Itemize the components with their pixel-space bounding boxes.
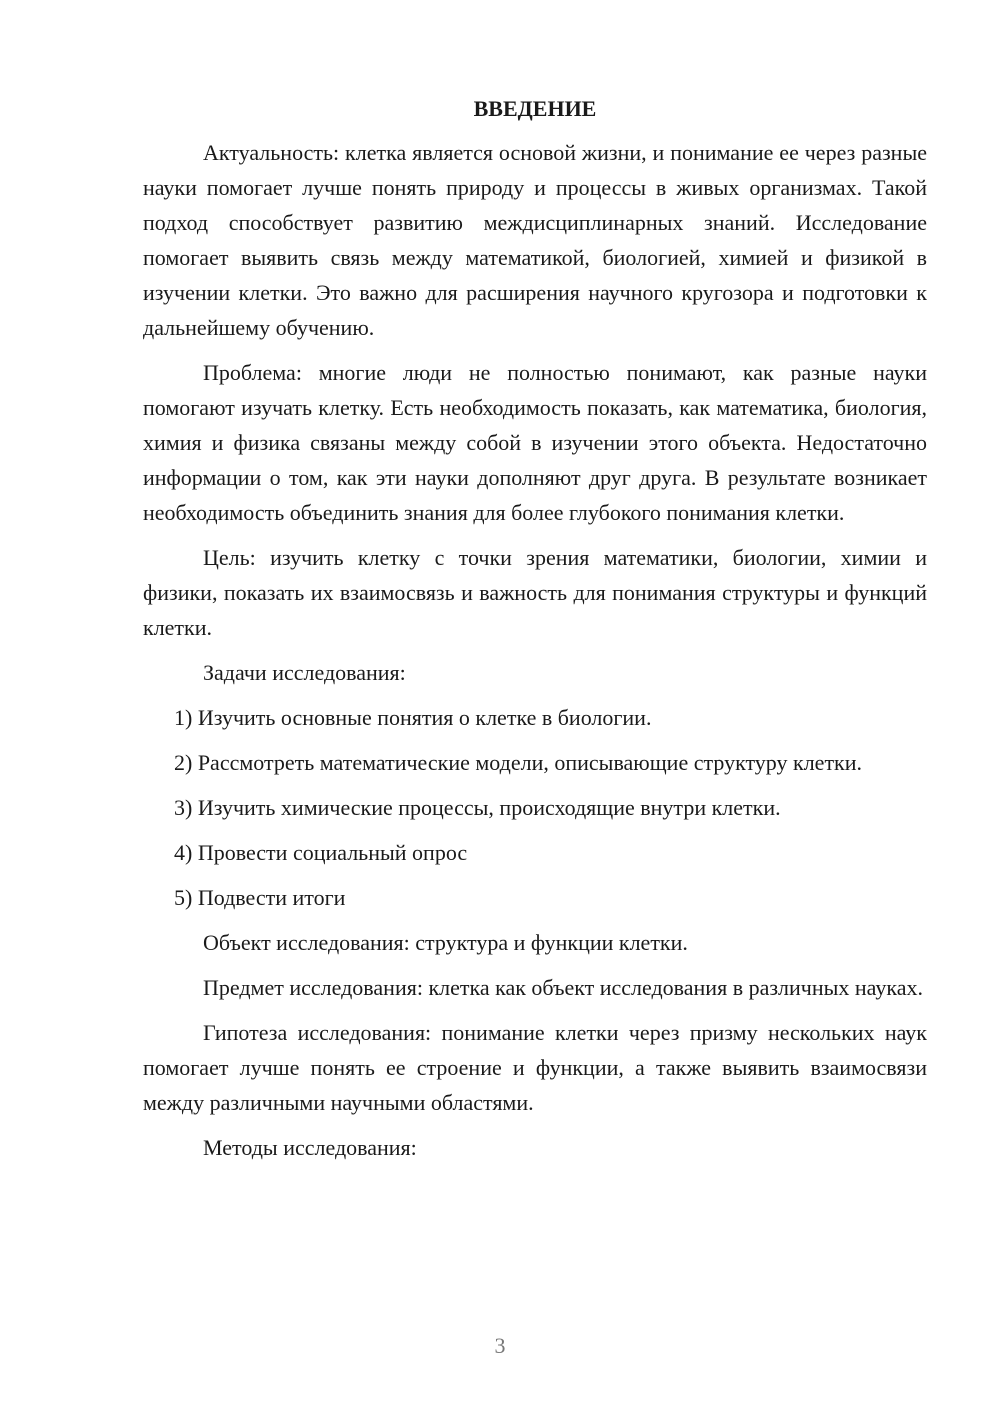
object-paragraph: Объект исследования: структура и функции клетки. bbox=[203, 930, 688, 955]
problem-paragraph: Проблема: многие люди не полностью понимают, как разные науки помогают изучать клетку. Есть необходимость показать, как математика, биология, химия и физика связаны между собой в изучении этого объекта. Недостаточно информации о том, как эти науки дополняют друг друга. В результате возникает необходимость объединить знания для более глубокого понимания клетки. bbox=[143, 360, 927, 525]
task-item: 4) Провести социальный опрос bbox=[174, 840, 468, 865]
task-item: 2) Рассмотреть математические модели, описывающие структуру клетки. bbox=[174, 750, 863, 775]
task-item: 5) Подвести итоги bbox=[174, 885, 346, 910]
subject-paragraph: Предмет исследования: клетка как объект исследования в различных науках. bbox=[203, 975, 923, 1000]
tasks-title: Задачи исследования: bbox=[203, 660, 406, 685]
document-page bbox=[143, 94, 927, 1175]
page-title: ВВЕДЕНИЕ bbox=[473, 96, 597, 121]
page-number: 3 bbox=[494, 1333, 506, 1358]
relevance-paragraph: Актуальность: клетка является основой жизни, и понимание ее через разные науки помогает лучше понять природу и процессы в живых организмах. Такой подход способствует развитию междисциплинарных знаний. Исследование помогает выявить связь между математикой, биологией, химией и физикой в изучении клетки. Это важно для расширения научного кругозора и подготовки к дальнейшему обучению. bbox=[143, 140, 927, 340]
task-item: 3) Изучить химические процессы, происходящие внутри клетки. bbox=[174, 795, 781, 820]
task-item: 1) Изучить основные понятия о клетке в биологии. bbox=[174, 705, 652, 730]
goal-paragraph: Цель: изучить клетку с точки зрения математики, биологии, химии и физики, показать их взаимосвязь и важность для понимания структуры и функций клетки. bbox=[143, 545, 927, 640]
methods-paragraph: Методы исследования: bbox=[203, 1135, 417, 1160]
hypothesis-paragraph: Гипотеза исследования: понимание клетки через призму нескольких наук помогает лучше понять ее строение и функции, а также выявить взаимосвязи между различными научными областями. bbox=[143, 1020, 927, 1115]
